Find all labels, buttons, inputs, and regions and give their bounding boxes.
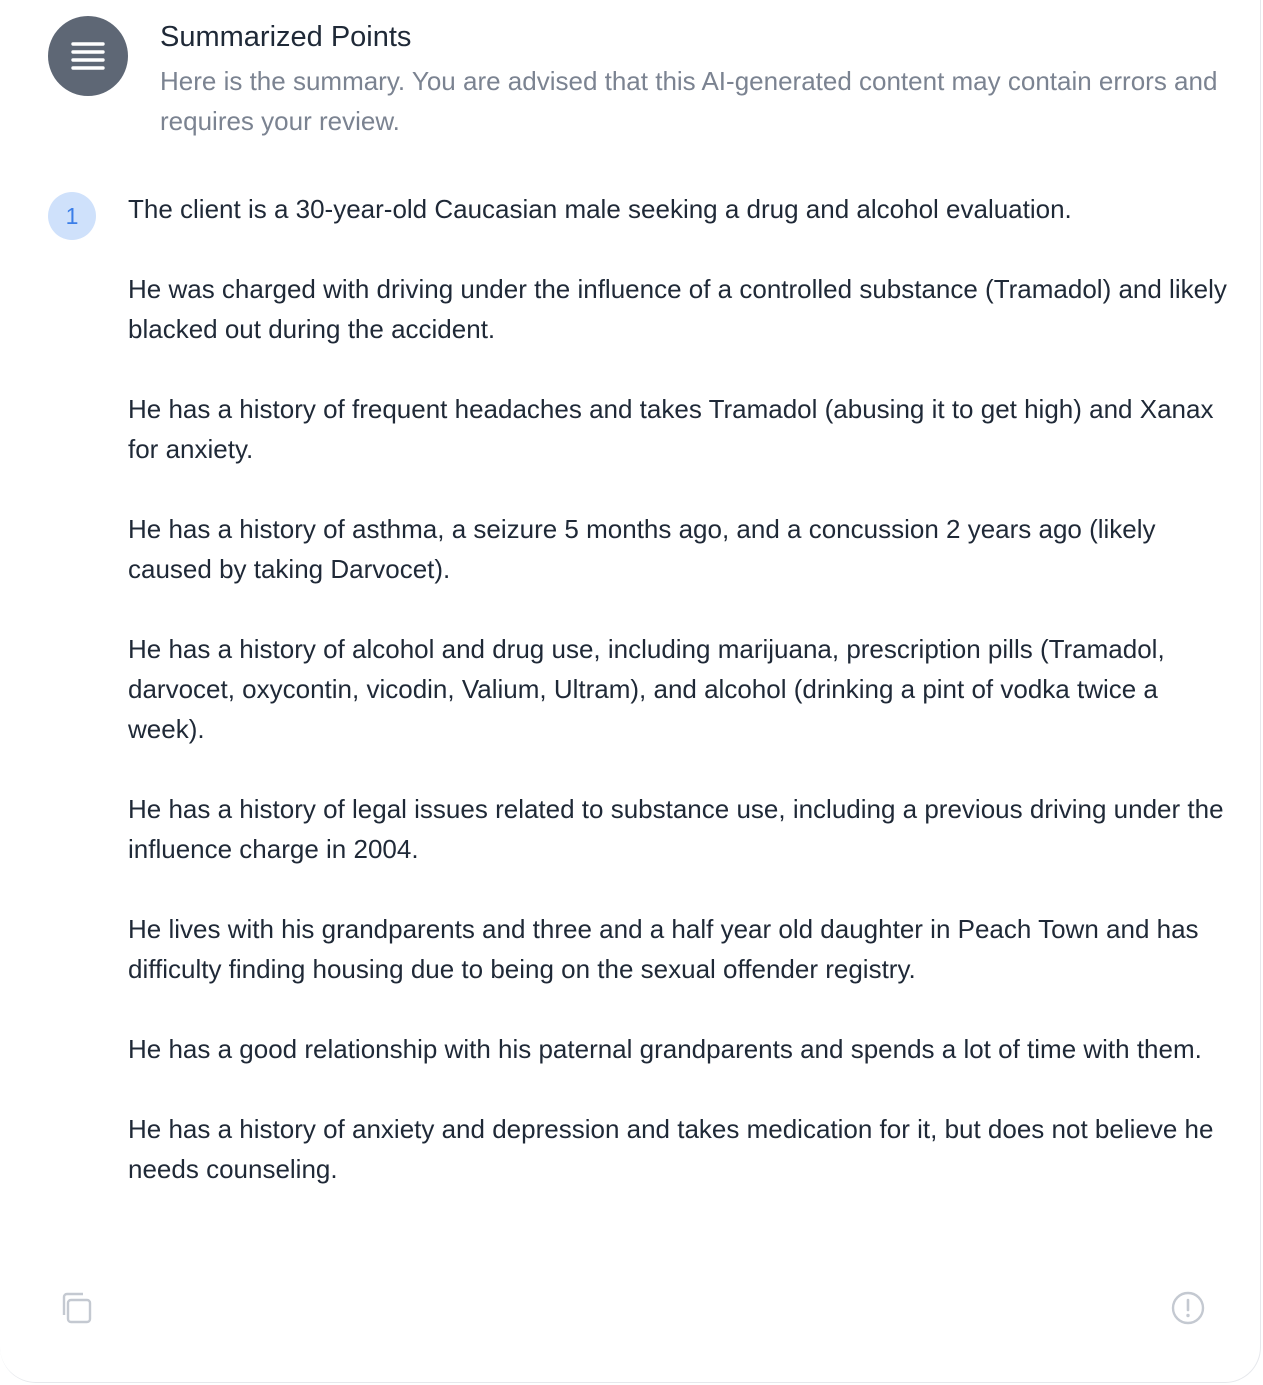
page-title: Summarized Points bbox=[160, 21, 412, 53]
point-number-badge: 1 bbox=[48, 192, 96, 240]
summary-point: He has a history of alcohol and drug use, including marijuana, prescription pills (Tramadol, darvocet, oxycontin, vicodin, Valium, Ultram), and alcohol (drinking a pint of vodka twice a week). bbox=[128, 634, 1165, 744]
summary-point: He has a good relationship with his paternal grandparents and spends a lot of time with them. bbox=[128, 1034, 1202, 1064]
copy-button[interactable] bbox=[58, 1290, 94, 1326]
summary-point: He has a history of asthma, a seizure 5 months ago, and a concussion 2 years ago (likely caused by taking Darvocet). bbox=[128, 514, 1156, 584]
summary-point: He has a history of legal issues related to substance use, including a previous driving under the influence charge in 2004. bbox=[128, 794, 1224, 864]
disclaimer-text: Here is the summary. You are advised that this AI-generated content may contain errors and requires your review. bbox=[160, 66, 1218, 136]
summary-point: He was charged with driving under the influence of a controlled substance (Tramadol) and likely blacked out during the accident. bbox=[128, 274, 1227, 344]
summary-point: He has a history of frequent headaches and takes Tramadol (abusing it to get high) and Xanax for anxiety. bbox=[128, 394, 1214, 464]
summary-point: He lives with his grandparents and three and a half year old daughter in Peach Town and has difficulty finding housing due to being on the sexual offender registry. bbox=[128, 914, 1199, 984]
summary-point: The client is a 30-year-old Caucasian male seeking a drug and alcohol evaluation. bbox=[128, 194, 1072, 224]
list-lines-icon bbox=[48, 16, 128, 96]
copy-icon bbox=[58, 1290, 94, 1326]
report-issue-button[interactable] bbox=[1170, 1290, 1206, 1326]
summary-point: He has a history of anxiety and depression and takes medication for it, but does not believe he needs counseling. bbox=[128, 1114, 1214, 1184]
alert-circle-icon bbox=[1170, 1290, 1206, 1326]
summary-points-list bbox=[128, 189, 1228, 1229]
